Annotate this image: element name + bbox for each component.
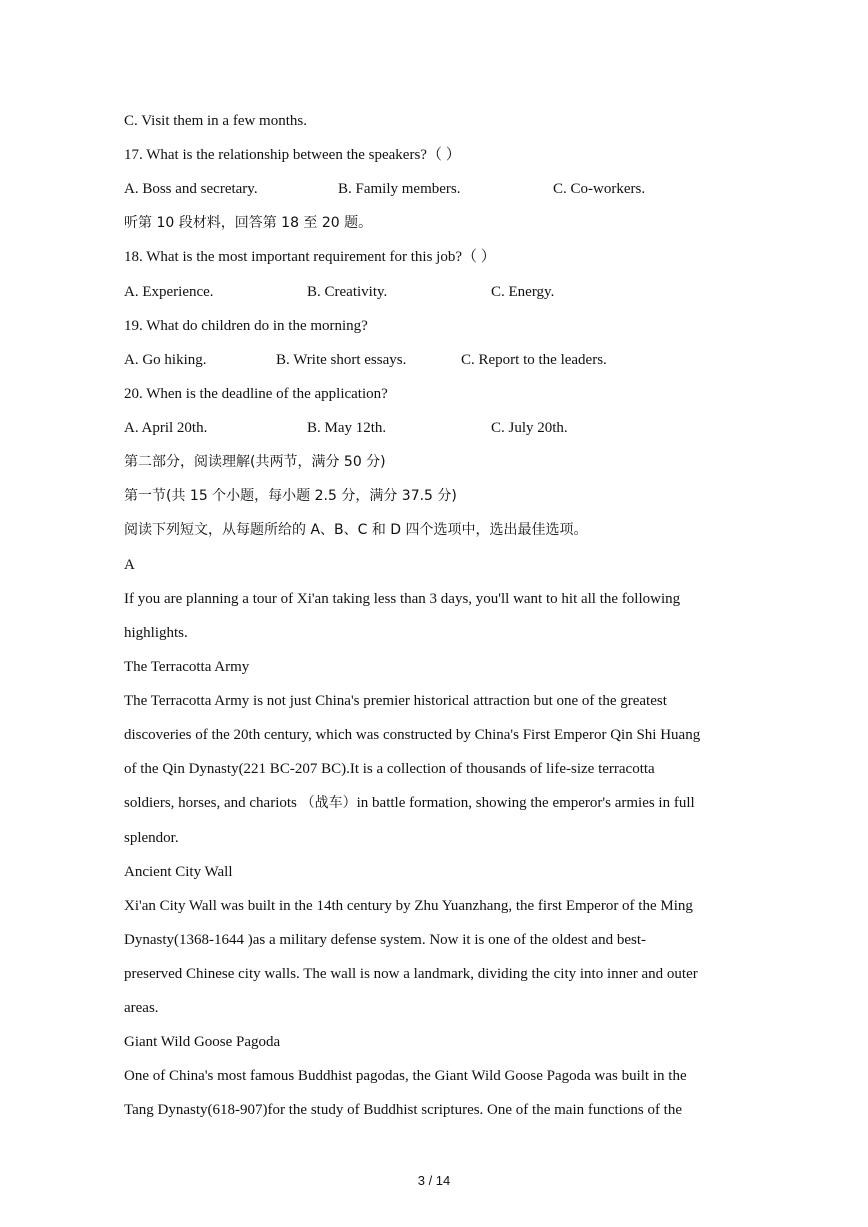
terracotta-paragraph-line-1: The Terracotta Army is not just China's premier historical attraction but one of the greatest — [124, 693, 667, 709]
q18-option-b: B. Creativity. — [307, 284, 388, 300]
q18-option-a: A. Experience. — [124, 284, 214, 300]
page-number: 3 / 14 — [417, 1173, 451, 1188]
q20-option-b: B. May 12th. — [307, 420, 387, 436]
terracotta-paragraph-line-5: splendor. — [124, 830, 179, 846]
pagoda-paragraph-line-2: Tang Dynasty(618-907)for the study of Buddhist scriptures. One of the main functions of the — [124, 1102, 683, 1118]
question-19: 19. What do children do in the morning? — [124, 318, 368, 334]
terracotta-paragraph-line-4 — [124, 793, 695, 813]
subheading-terracotta-army: The Terracotta Army — [124, 659, 250, 675]
passage-label: A — [124, 557, 135, 573]
city-wall-paragraph-line-4: areas. — [124, 1000, 159, 1016]
city-wall-paragraph-line-1: Xi'an City Wall was built in the 14th century by Zhu Yuanzhang, the first Emperor of the Ming — [124, 898, 693, 914]
section-one-heading: 第一节(共 15 个小题，每小题 2.5 分，满分 37.5 分) — [124, 488, 457, 504]
q19-option-c: C. Report to the leaders. — [461, 352, 607, 368]
section-instruction-10: 听第 10 段材料，回答第 18 至 20 题。 — [124, 215, 373, 231]
q20-option-a: A. April 20th. — [124, 420, 208, 436]
passage-intro-line-1: If you are planning a tour of Xi'an taking less than 3 days, you'll want to hit all the following — [124, 591, 681, 607]
terracotta-paragraph-line-3: of the Qin Dynasty(221 BC-207 BC).It is a collection of thousands of life-size terracotta — [124, 761, 655, 777]
city-wall-paragraph-line-2: Dynasty(1368-1644 )as a military defense system. Now it is one of the oldest and best- — [124, 932, 646, 948]
subheading-city-wall: Ancient City Wall — [124, 864, 233, 880]
text-segment: soldiers, horses, and chariots — [124, 795, 301, 811]
city-wall-paragraph-line-3: preserved Chinese city walls. The wall is now a landmark, dividing the city into inner and outer — [124, 966, 698, 982]
q20-option-c: C. July 20th. — [491, 420, 568, 436]
q19-option-a: A. Go hiking. — [124, 352, 207, 368]
question-18: 18. What is the most important requirement for this job?（ ） — [124, 249, 496, 265]
q17-option-b: B. Family members. — [338, 181, 461, 197]
q18-option-c: C. Energy. — [491, 284, 555, 300]
text-segment: in battle formation, showing the emperor's armies in full — [356, 795, 695, 811]
reading-instruction: 阅读下列短文，从每题所给的 A、B、C 和 D 四个选项中，选出最佳选项。 — [124, 522, 588, 538]
q16-option-c: C. Visit them in a few months. — [124, 113, 307, 129]
q17-option-c: C. Co-workers. — [553, 181, 646, 197]
passage-intro-line-2: highlights. — [124, 625, 188, 641]
subheading-pagoda: Giant Wild Goose Pagoda — [124, 1034, 281, 1050]
terracotta-paragraph-line-2: discoveries of the 20th century, which was constructed by China's First Emperor Qin Shi Huang — [124, 727, 701, 743]
question-20: 20. When is the deadline of the application? — [124, 386, 388, 402]
chinese-gloss: （战车） — [300, 795, 357, 811]
part-two-heading: 第二部分，阅读理解(共两节，满分 50 分) — [124, 454, 386, 470]
question-17: 17. What is the relationship between the speakers?（ ） — [124, 147, 461, 163]
q17-option-a: A. Boss and secretary. — [124, 181, 258, 197]
pagoda-paragraph-line-1: One of China's most famous Buddhist pagodas, the Giant Wild Goose Pagoda was built in the — [124, 1068, 687, 1084]
q19-option-b: B. Write short essays. — [276, 352, 407, 368]
